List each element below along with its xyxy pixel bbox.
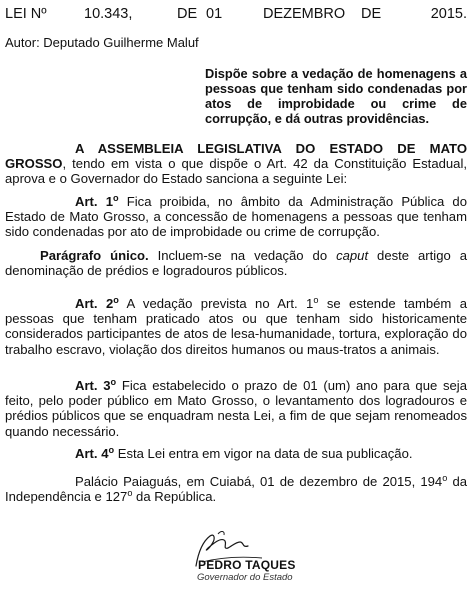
article-1-number: Art. 1 [75, 194, 113, 209]
law-day: 01 [206, 6, 223, 22]
law-label: LEI Nº [5, 6, 47, 22]
enacting-text: , tendo em vista o que dispõe o Art. 42 da Constituição Estadual, aprova e o Governador do Estado sanciona a seguinte Lei: [5, 156, 467, 187]
sole-paragraph-label: Parágrafo único. [40, 248, 149, 263]
law-header [5, 5, 467, 23]
article-2-number: Art. 2 [75, 296, 114, 311]
caput-term: caput [336, 248, 369, 263]
article-4 [5, 446, 467, 461]
law-number: 10.343, [84, 6, 133, 22]
ordinal-mark: o [442, 472, 448, 483]
header-de-1: DE [177, 6, 198, 22]
author-line: Autor: Deputado Guilherme Maluf [5, 35, 199, 50]
place-text-c: da República. [132, 489, 217, 505]
ordinal-mark: o [113, 192, 119, 203]
article-2-text-b: se estende também a pessoas que tenham praticado atos ou que tenham sido historicamente considerados participantes de atos de lesa-humanidade, tortura, exploração do trabalho escravo, violação dos direitos humanos ou maus-tratos a animais. [5, 296, 467, 357]
sole-paragraph-text-a: Incluem-se na vedação do [148, 248, 337, 263]
assembly-name: A ASSEMBLEIA LEGISLATIVA DO ESTADO DE MATO GROSSO [5, 141, 467, 172]
article-4-label [75, 446, 114, 461]
enacting-clause [5, 141, 467, 187]
article-1-text: Fica proibida, no âmbito da Administração Pública do Estado de Mato Grosso, a concessão de homenagens a pessoas que tenham sido condenadas por ato de improbidade ou crime de corrupção. [5, 194, 467, 240]
place-and-date [5, 474, 467, 504]
ordinal-mark: o [313, 294, 319, 305]
place-text-a: Palácio Paiaguás, em Cuiabá, 01 de dezembro de 2015, 194 [75, 474, 443, 489]
article-2-text-a: A vedação prevista no Art. 1 [118, 296, 314, 311]
article-4-text: Esta Lei entra em vigor na data de sua publicação. [114, 446, 413, 461]
place-text-b: da Independência e 127 [5, 474, 468, 505]
signature-block [150, 528, 310, 588]
ordinal-mark: o [110, 376, 117, 387]
article-2-label [75, 296, 119, 311]
header-de-2: DE [361, 6, 382, 22]
article-4-number: Art. 4 [75, 446, 109, 461]
ordinal-mark: o [127, 488, 133, 499]
signer-name: PEDRO TAQUES [198, 558, 296, 572]
law-summary: Dispõe sobre a vedação de homenagens a pessoas que tenham sido condenadas por atos de improbidade ou crime de corrupção, e dá outras providências. [205, 66, 467, 126]
article-1-label [75, 194, 119, 209]
ordinal-mark: o [113, 294, 119, 305]
law-month: DEZEMBRO [263, 6, 346, 22]
article-3-number: Art. 3 [75, 378, 111, 393]
ordinal-mark: o [108, 444, 115, 455]
article-2 [5, 296, 467, 357]
sole-paragraph [5, 248, 467, 278]
article-1 [5, 194, 467, 240]
signer-role: Governador do Estado [197, 572, 293, 583]
article-3-text: Fica estabelecido o prazo de 01 (um) ano para que seja feito, pelo poder público em Mato Grosso, o levantamento dos logradouros e prédios públicos que se enquadram nesta Lei, a fim de que sejam renomeados quando necessário. [5, 378, 467, 439]
sole-paragraph-text-b: deste artigo a denominação de prédios e logradouros públicos. [5, 248, 468, 279]
article-3 [5, 378, 467, 439]
article-3-label [75, 378, 116, 393]
law-year: 2015. [430, 6, 467, 22]
